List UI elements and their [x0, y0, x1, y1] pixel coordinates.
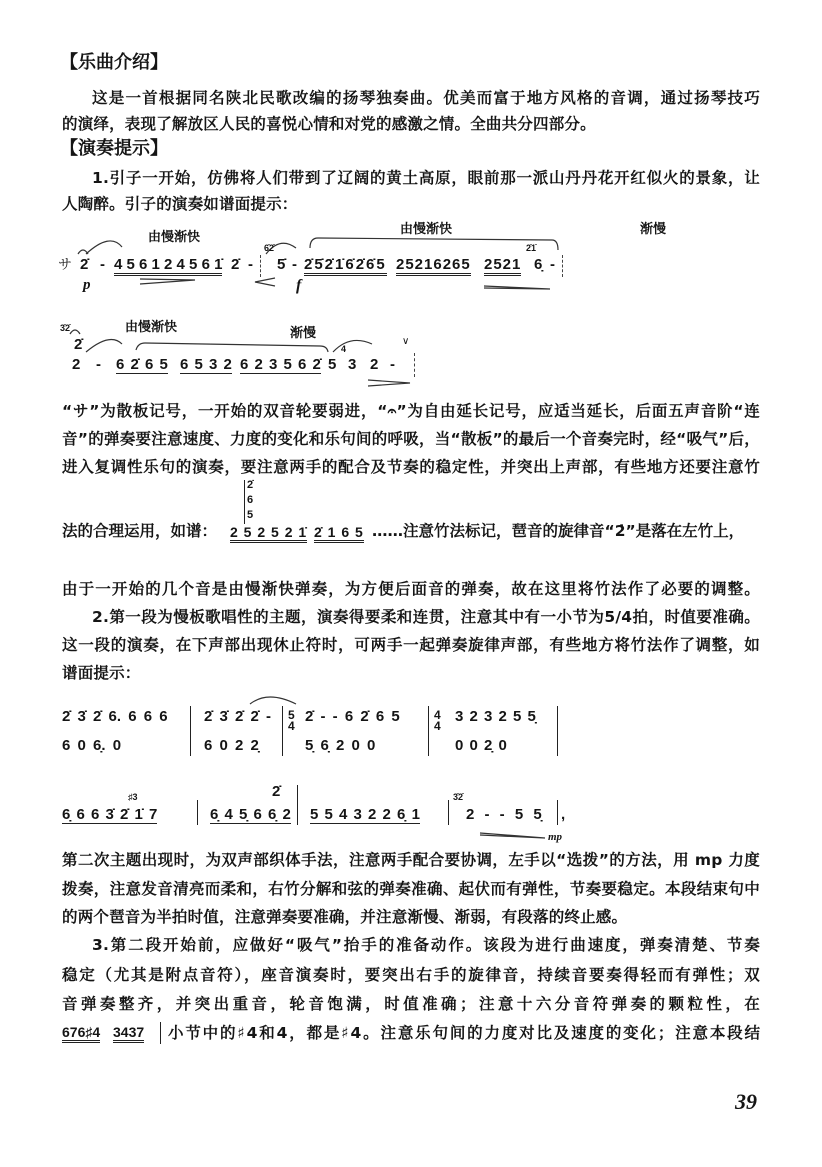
note: 2̇ — [80, 256, 89, 273]
measure-lower: 0 0 2̣ 0 — [455, 737, 507, 754]
note: - — [292, 256, 297, 273]
text-line: 3.第二段开始前，应做好“吸气”抬手的准备动作。该段为进行曲速度，弹奏清楚、节奏 — [92, 936, 760, 954]
note-group: 4 5 6 1 2 4 5 6 1̇ — [114, 256, 222, 276]
heading-music-intro: 【乐曲介绍】 — [60, 52, 168, 73]
ts-num: 4 — [434, 708, 441, 722]
grace-note: ♯3 — [128, 792, 138, 802]
measure-upper: 2̇ - - 6 2̇ 6 5 — [305, 708, 400, 725]
note: - — [390, 356, 395, 373]
text-line: “サ”为散板记号，一开始的双音轮要弱进，“𝄐”为自由延长记号，应适当延长，后面五声音阶“连 — [62, 402, 760, 420]
note-group: 2̇5̇2̇1̇6̇2̇6̇5 — [304, 256, 387, 276]
text-line: 音弹奏整齐，并突出重音，轮音饱满，时值准确；注意十六分音符弹奏的颗粒性，在 — [62, 995, 760, 1013]
note: 6̣ — [534, 256, 543, 273]
chord-note: 5 — [247, 509, 254, 521]
chord-note: 6 — [247, 494, 254, 506]
grace-note: 6̇2̇ — [264, 243, 275, 253]
barline — [197, 800, 198, 825]
measure-lower: 6 0 6̣. 0 — [62, 737, 122, 754]
note: 2̇ — [231, 256, 240, 273]
measure-lower: 6 0 2 2̣ — [204, 737, 259, 754]
note-group: 25216265 — [396, 256, 471, 276]
text-line: 稳定（尤其是附点音符），座音演奏时，要突出右手的旋律音，持续音要奏得轻而有弹性；双 — [62, 966, 760, 984]
text-line: 的演绎，表现了解放区人民的喜悦心情和对党的感激之情。全曲共分四部分。 — [62, 115, 596, 133]
note: 3 — [348, 356, 357, 373]
text-line: 这一段的演奏，在下声部出现休止符时，可两手一起弹奏旋律声部，有些地方将竹法作了调整，如 — [62, 636, 760, 654]
grace-note: 2̇1̇ — [526, 243, 537, 253]
ts-den: 4 — [434, 719, 441, 733]
measure: 5 5 4 3 2 2 6̣ 1 — [310, 806, 420, 823]
dynamic-p: p — [83, 277, 91, 293]
text-inline-suffix: ……注意竹法标记，琶音的旋律音“2̇”是落在左竹上， — [372, 522, 745, 540]
barline — [557, 706, 558, 756]
note-group: 6 2̇ 6 5 — [116, 356, 168, 373]
barline — [282, 706, 283, 756]
text-line: 这是一首根据同名陕北民歌改编的扬琴独奏曲。优美而富于地方风格的音调，通过扬琴技巧 — [92, 89, 760, 107]
text-line: 拨奏，注意发音清亮而柔和，右竹分解和弦的弹奏准确、起伏而有弹性，节奏要稳定。本段结束句中 — [62, 880, 760, 898]
measure-upper: 2̇ 3̇ 2̇ 6. 6 6 6 — [62, 708, 168, 725]
text-line: 第二次主题出现时，为双声部织体手法，注意两手配合要协调，左手以“选拨”的方法，用 mp 力度 — [62, 851, 760, 869]
ts-num: 5 — [288, 708, 295, 722]
note-group: 2521 — [484, 256, 521, 276]
measure-lower: 5̣ 6̣ 2 0 0 — [305, 737, 376, 754]
text-line: 人陶醉。引子的演奏如谱面提示： — [62, 195, 298, 213]
measure: 6̣ 6 6 3̇ 2̇ 1̇ 7 — [62, 806, 158, 823]
barline — [297, 785, 298, 825]
note-group: 2 5 2 5 2 1̇ — [230, 524, 307, 543]
measure-upper: 3 2 3 2 5 5̣ — [455, 708, 536, 725]
note: 2 — [370, 356, 379, 373]
time-signature — [434, 710, 441, 732]
sanban-mark: サ — [58, 257, 72, 273]
time-signature — [288, 710, 295, 732]
ts-den: 4 — [288, 719, 295, 733]
dynamic-mp: mp — [548, 831, 563, 843]
text-line: 谱面提示： — [62, 664, 141, 682]
note-group: 6 5 3 2 — [180, 356, 232, 373]
note-group: 676♯4 — [62, 1024, 100, 1043]
barline — [190, 706, 191, 756]
breath-mark: ∨ — [402, 336, 410, 347]
grace-note: 4 — [341, 344, 347, 354]
text-line: 小节中的♯4和4，都是♯4。注意乐句间的力度对比及速度的变化；注意本段结 — [168, 1024, 760, 1042]
note-group: 3437 — [113, 1024, 144, 1043]
text-inline-prefix: 法的合理运用，如谱： — [62, 522, 218, 540]
tempo-mark: 渐慢 — [290, 326, 317, 341]
barline — [160, 1022, 161, 1044]
note: - — [248, 256, 253, 273]
note: 2̇ — [74, 336, 83, 353]
note: 5̇ — [277, 256, 286, 273]
note: 2̇ — [272, 783, 281, 800]
note: 5 — [328, 356, 337, 373]
note-group: 2̇ 1 6 5 — [314, 524, 364, 543]
end-mark: , — [561, 806, 566, 823]
text-line: 音”的弹奏要注意速度、力度的变化和乐句间的呼吸，当“散板”的最后一个音奏完时，经“吸气”后， — [62, 430, 760, 448]
tempo-mark: 由慢渐快 — [400, 222, 453, 237]
text-line: 2.第一段为慢板歌唱性的主题，演奏得要柔和连贯，注意其中有一小节为5/4拍，时值要准确。 — [92, 608, 760, 626]
heading-performance-tips: 【演奏提示】 — [60, 138, 168, 159]
note: - — [100, 256, 105, 273]
barline — [428, 706, 429, 756]
note: 2 — [72, 356, 81, 373]
note: - — [96, 356, 101, 373]
tempo-mark: 渐慢 — [640, 222, 667, 237]
text-line: 1.引子一开始，仿佛将人们带到了辽阔的黄土高原，眼前那一派山丹丹花开红似火的景象，让 — [92, 169, 760, 187]
tempo-mark: 由慢渐快 — [148, 230, 201, 245]
chord-note: 2̇ — [247, 479, 254, 491]
tempo-mark: 由慢渐快 — [125, 320, 178, 335]
note-group: 6 2 3 5 6 2̇ — [240, 356, 321, 373]
measure-upper: 2̇ 3̇ 2̇ 2̇ - — [204, 708, 272, 725]
text-line: 的两个琶音为半拍时值，注意弹奏要准确，并注意渐慢、渐弱，有段落的终止感。 — [62, 908, 628, 926]
barline — [557, 800, 558, 825]
text-line: 进入复调性乐句的演奏，要注意两手的配合及节奏的稳定性，并突出上声部，有些地方还要注意竹 — [62, 458, 760, 476]
measure: 6̣ 4 5̣ 6 6̣ 2 — [210, 806, 291, 823]
note: - — [550, 256, 555, 273]
grace-note: 3̇2̇ — [453, 792, 464, 802]
barline — [448, 800, 449, 825]
text-line: 由于一开始的几个音是由慢渐快弹奏，为方便后面音的弹奏，故在这里将竹法作了必要的调整。 — [62, 580, 760, 598]
dynamic-f: f — [296, 277, 302, 294]
grace-note: 3̇2̇ — [60, 323, 71, 333]
page-number: 39 — [735, 1089, 757, 1114]
measure: 2 - - 5 5̣ — [466, 806, 542, 823]
